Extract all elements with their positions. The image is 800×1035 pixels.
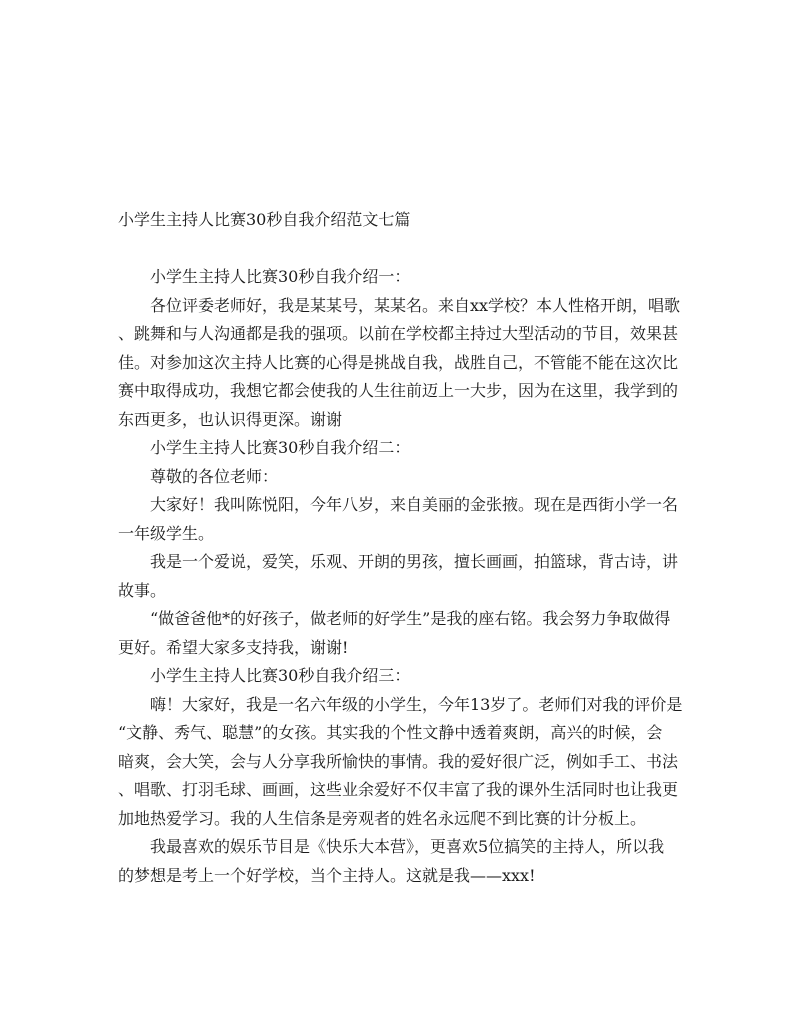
- text-line: 我最喜欢的娱乐节目是《快乐大本营》，更喜欢5位搞笑的主持人，所以我: [150, 837, 665, 856]
- text-line: 尊敬的各位老师：: [150, 466, 279, 486]
- paragraph-intro-3-heading: [118, 662, 684, 691]
- document-title: 小学生主持人比赛30秒自我介绍范文七篇: [118, 210, 411, 229]
- text-line: 大家好！我叫陈悦阳，今年八岁，来自美丽的金张掖。现在是西街小学一名: [150, 495, 679, 514]
- text-line: 嗨！大家好，我是一名六年级的小学生，今年13岁了。老师们对我的评价是: [150, 694, 683, 714]
- text-line: 的梦想是考上一个好学校，当个主持人。这就是我——xxx!: [118, 865, 536, 885]
- paragraph-intro-1-heading: [118, 263, 684, 292]
- paragraph-intro-3-body-1: [118, 691, 684, 834]
- paragraph-intro-1-body: [118, 292, 684, 435]
- text-line: 佳。对参加这次主持人比赛的心得是挑战自我，战胜自己，不管能不能在这次比: [118, 352, 679, 372]
- text-line: 暗爽，会大笑，会与人分享我所愉快的事情。我的爱好很广泛，例如手工、书法: [118, 751, 679, 771]
- paragraph-intro-2-body-3: [118, 605, 684, 662]
- text-line: 更好。希望大家多支持我，谢谢!: [118, 637, 349, 657]
- text-line: 、跳舞和与人沟通都是我的强项。以前在学校都主持过大型活动的节目，效果甚: [118, 324, 679, 343]
- document-body: [118, 263, 684, 890]
- text-line: 一年级学生。: [118, 523, 215, 543]
- text-line: “做爸爸他*的好孩子，做老师的好学生”是我的座右铭。我会努力争取做得: [150, 609, 671, 628]
- text-line: 小学生主持人比赛30秒自我介绍一：: [150, 267, 411, 286]
- text-line: 各位评委老师好，我是某某号，某某名。来自xx学校？本人性格开朗，唱歌: [150, 295, 681, 315]
- paragraph-intro-3-body-2: [118, 833, 684, 890]
- paragraph-intro-2-body-2: [118, 548, 684, 605]
- paragraph-salutation: [118, 463, 684, 492]
- text-line: “文静、秀气、聪慧”的女孩。其实我的个性文静中透着爽朗，高兴的时候，会: [118, 723, 663, 742]
- text-line: 、唱歌、打羽毛球、画画，这些业余爱好不仅丰富了我的课外生活同时也让我更: [118, 780, 679, 799]
- paragraph-intro-2-heading: [118, 434, 684, 463]
- text-line: 东西更多，也认识得更深。谢谢: [118, 409, 343, 429]
- paragraph-intro-2-body-1: [118, 491, 684, 548]
- text-line: 小学生主持人比赛30秒自我介绍二：: [150, 438, 411, 457]
- text-line: 加地热爱学习。我的人生信条是旁观者的姓名永远爬不到比赛的计分板上。: [118, 808, 647, 828]
- text-line: 赛中取得成功，我想它都会使我的人生往前迈上一大步，因为在这里，我学到的: [118, 381, 679, 400]
- text-line: 我是一个爱说，爱笑，乐观、开朗的男孩，擅长画画，拍篮球，背古诗，讲: [150, 552, 679, 571]
- text-line: 故事。: [118, 580, 167, 600]
- text-line: 小学生主持人比赛30秒自我介绍三：: [150, 666, 411, 685]
